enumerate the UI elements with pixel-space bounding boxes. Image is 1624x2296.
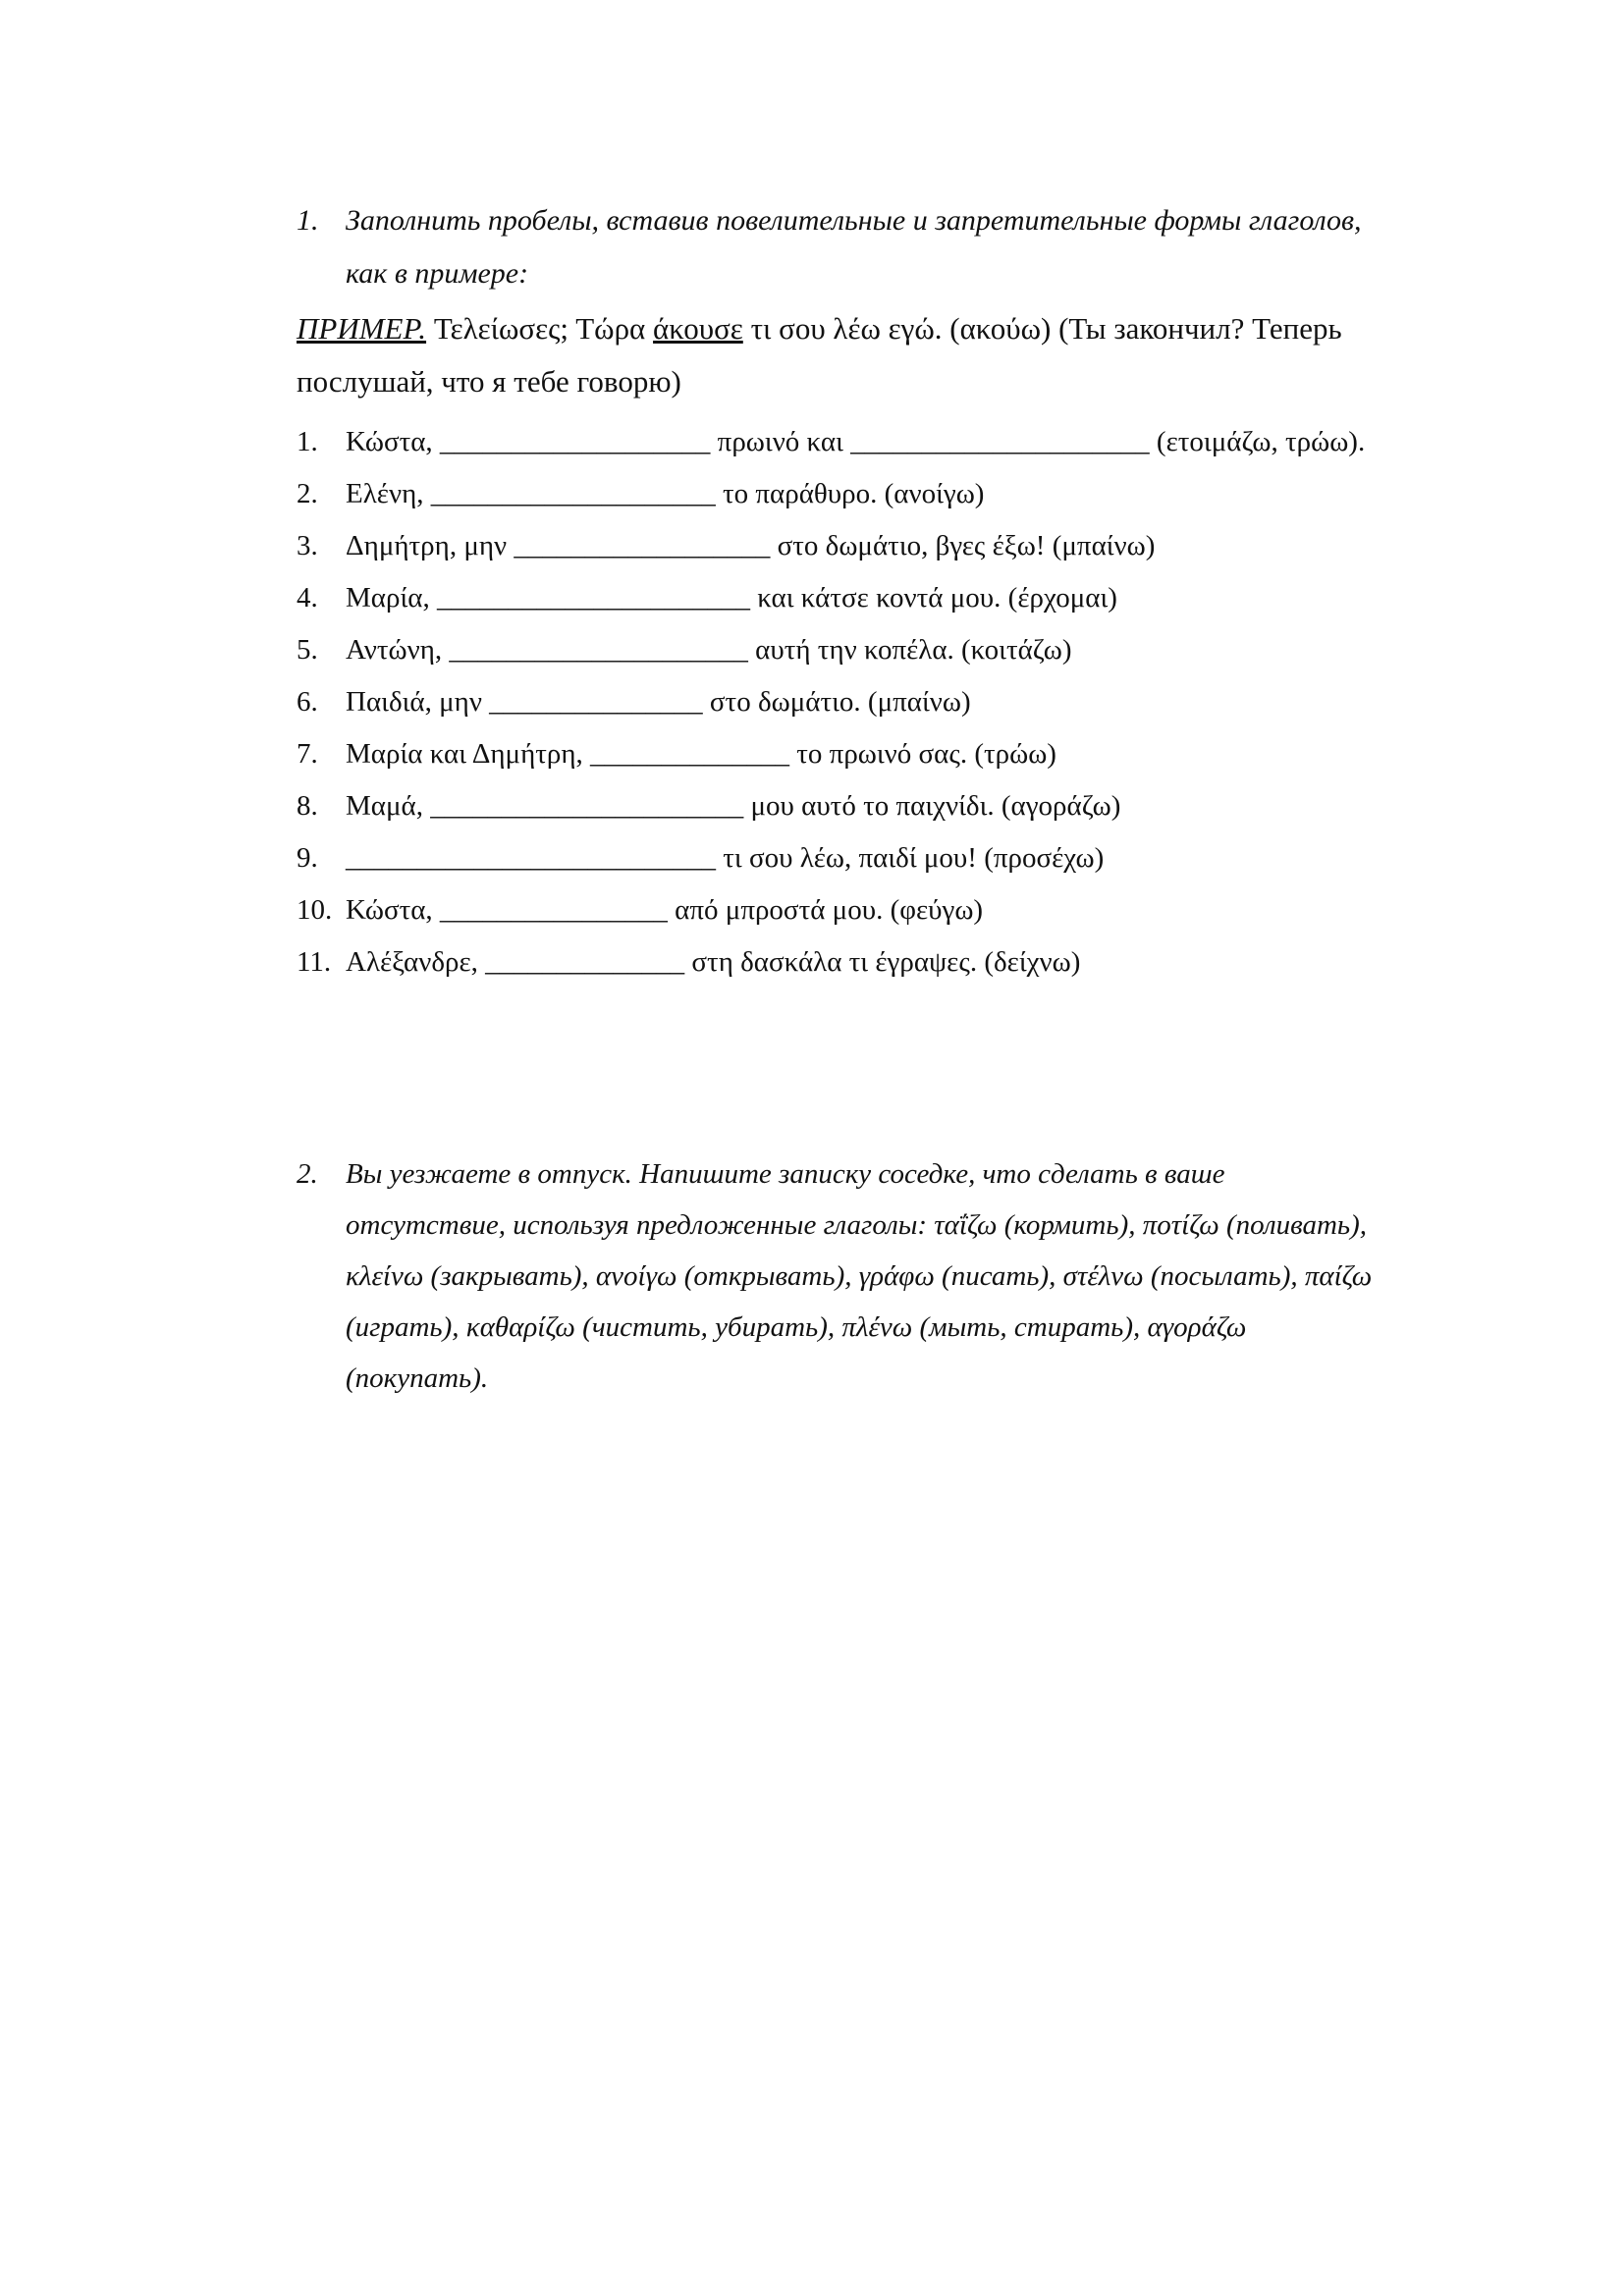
- list-item: [297, 572, 1386, 624]
- list-item: [297, 780, 1386, 832]
- list-item: [297, 936, 1386, 988]
- item-number: 9.: [297, 842, 318, 874]
- item-text: Δημήτρη, μην __________________ στο δωμάτιο, βγες έξω! (μπαίνω): [346, 530, 1156, 561]
- list-item: [297, 468, 1386, 520]
- task-2-number: 2.: [297, 1158, 318, 1190]
- item-number: 6.: [297, 686, 318, 718]
- item-text: __________________________ τι σου λέω, παιδί μου! (προσέχω): [346, 842, 1105, 874]
- item-text: Μαμά, ______________________ μου αυτό το παιχνίδι. (αγοράζω): [346, 790, 1121, 822]
- list-item: [297, 416, 1386, 468]
- exercise-list: [297, 416, 1386, 988]
- item-text: Μαρία και Δημήτρη, ______________ το πρωινό σας. (τρώω): [346, 738, 1056, 770]
- task-1-instruction: Заполнить пробелы, вставив повелительные и запретительные формы глаголов, как в примере:: [346, 204, 1362, 290]
- item-number: 3.: [297, 530, 318, 561]
- item-text: Παιδιά, μην _______________ στο δωμάτιο. (μπαίνω): [346, 686, 971, 718]
- list-item: [297, 520, 1386, 572]
- item-text: Αλέξανδρε, ______________ στη δασκάλα τι έγραψες. (δείχνω): [346, 946, 1081, 978]
- item-number: 7.: [297, 738, 318, 770]
- list-item: [297, 884, 1386, 936]
- example-answer: άκουσε: [653, 311, 743, 346]
- list-item: [297, 624, 1386, 676]
- example-text-end: τι σου λέω εγώ. (ακούω) (Ты закончил? Теперь послушай, что я тебе говорю): [297, 311, 1342, 399]
- example-paragraph: [297, 302, 1386, 408]
- list-item: [297, 728, 1386, 780]
- task-2-heading: [297, 1148, 1386, 1404]
- item-text: Αντώνη, _____________________ αυτή την κοπέλα. (κοιτάζω): [346, 634, 1072, 666]
- item-text: Ελένη, ____________________ το παράθυρο. (ανοίγω): [346, 478, 985, 509]
- item-number: 2.: [297, 478, 318, 509]
- item-number: 8.: [297, 790, 318, 822]
- item-number: 1.: [297, 426, 318, 457]
- example-label: ПРИМЕР.: [297, 311, 427, 346]
- list-item: [297, 832, 1386, 884]
- item-number: 11.: [297, 946, 332, 978]
- item-text: Κώστα, ___________________ πρωινό και _____________________ (ετοιμάζω, τρώω).: [346, 426, 1366, 457]
- item-text: Μαρία, ______________________ και κάτσε κοντά μου. (έρχομαι): [346, 582, 1117, 614]
- item-text: Κώστα, ________________ από μπροστά μου. (φεύγω): [346, 894, 984, 926]
- task-1-number: 1.: [297, 204, 319, 237]
- task-1-heading: [297, 194, 1386, 300]
- item-number: 5.: [297, 634, 318, 666]
- list-item: [297, 676, 1386, 728]
- item-number: 4.: [297, 582, 318, 614]
- example-text-start: Τελείωσες; Τώρα: [426, 311, 654, 346]
- task-2-instruction: Вы уезжаете в отпуск. Напишите записку соседке, что сделать в ваше отсутствие, используя предложенные глаголы: ταΐζω (кормить), ποτίζω (поливать), κλείνω (закрывать), ανοίγω (открывать), γράφω (писать), στέλνω (посылать), παίζω (играть), καθαρίζω (чистить, убирать), πλένω (мыть, стирать), αγοράζω (покупать).: [346, 1158, 1373, 1394]
- item-number: 10.: [297, 894, 333, 926]
